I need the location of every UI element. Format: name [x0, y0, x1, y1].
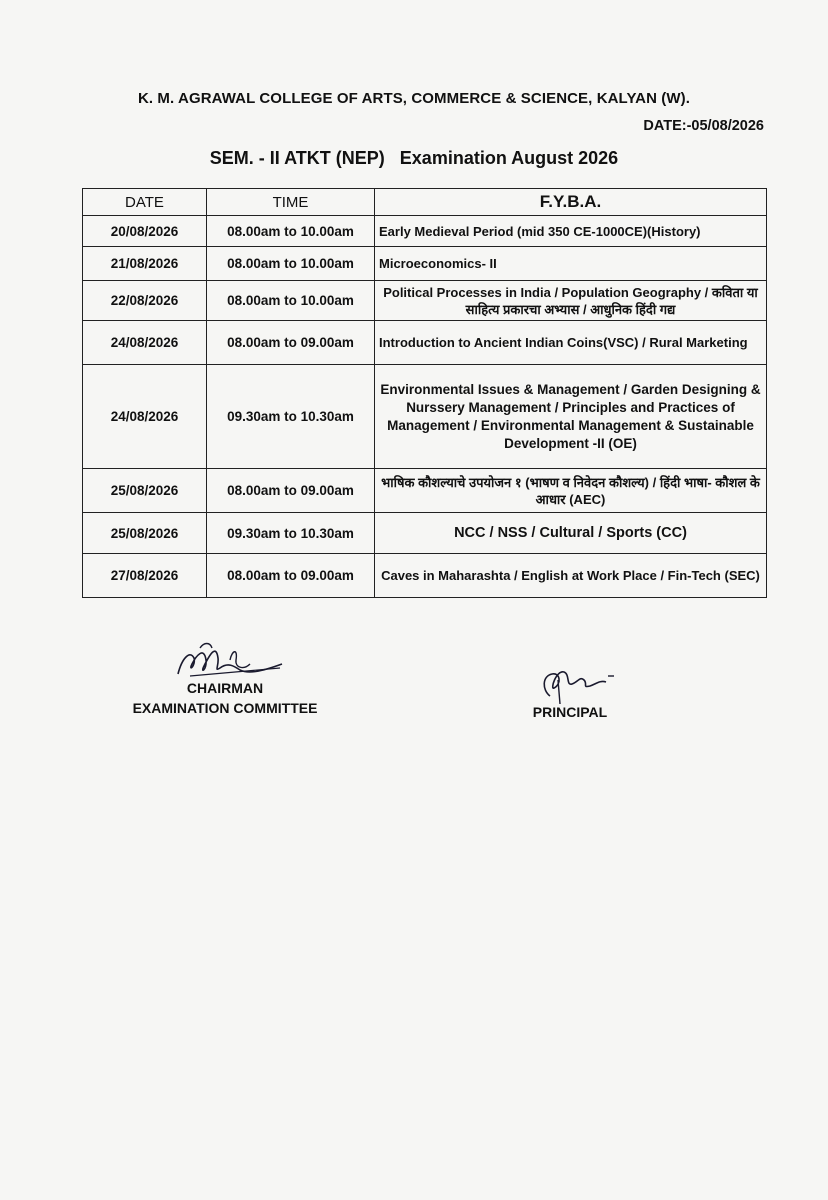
row-date: 24/08/2026 — [83, 321, 207, 365]
row-date: 27/08/2026 — [83, 554, 207, 598]
row-date: 25/08/2026 — [83, 513, 207, 554]
table-row — [83, 216, 767, 247]
row-subject: Microeconomics- II — [375, 247, 767, 281]
row-time: 08.00am to 09.00am — [207, 469, 375, 513]
row-time: 08.00am to 10.00am — [207, 216, 375, 247]
subject-column-header: F.Y.B.A. — [375, 189, 767, 216]
row-subject: Political Processes in India / Population Geography / कविता या साहित्य प्रकारचा अभ्यास / आधुनिक हिंदी गद्य — [375, 281, 767, 321]
row-date: 20/08/2026 — [83, 216, 207, 247]
date-column-header: DATE — [83, 189, 207, 216]
row-subject: भाषिक कौशल्याचे उपयोजन १ (भाषण व निवेदन कौशल्य) / हिंदी भाषा- कौशल के आधार (AEC) — [375, 469, 767, 513]
chairman-signature — [160, 636, 290, 684]
table-header-row — [83, 189, 767, 216]
row-time: 08.00am to 09.00am — [207, 321, 375, 365]
exam-timetable — [82, 188, 767, 598]
committee-title: EXAMINATION COMMITTEE — [132, 700, 318, 716]
table-row — [83, 247, 767, 281]
time-column-header: TIME — [207, 189, 375, 216]
table-row — [83, 365, 767, 469]
row-date: 25/08/2026 — [83, 469, 207, 513]
chairman-signature-block — [110, 636, 340, 718]
row-time: 09.30am to 10.30am — [207, 513, 375, 554]
row-subject: Caves in Maharashta / English at Work Place / Fin-Tech (SEC) — [375, 554, 767, 598]
principal-signature — [520, 660, 620, 704]
college-name: K. M. AGRAWAL COLLEGE OF ARTS, COMMERCE & SCIENCE, KALYAN (W). — [137, 90, 691, 107]
row-subject: Introduction to Ancient Indian Coins(VSC) / Rural Marketing — [375, 321, 767, 365]
row-date: 22/08/2026 — [83, 281, 207, 321]
table-row — [83, 469, 767, 513]
row-time: 09.30am to 10.30am — [207, 365, 375, 469]
row-subject: Early Medieval Period (mid 350 CE-1000CE)(History) — [375, 216, 767, 247]
principal-signature-block — [515, 660, 625, 722]
table-row — [83, 513, 767, 554]
row-subject: NCC / NSS / Cultural / Sports (CC) — [375, 513, 767, 554]
row-date: 21/08/2026 — [83, 247, 207, 281]
row-time: 08.00am to 10.00am — [207, 247, 375, 281]
principal-title: PRINCIPAL — [532, 704, 608, 720]
row-date: 24/08/2026 — [83, 365, 207, 469]
chairman-title: CHAIRMAN — [186, 680, 264, 696]
table-row — [83, 321, 767, 365]
table-row — [83, 554, 767, 598]
row-time: 08.00am to 09.00am — [207, 554, 375, 598]
exam-title: SEM. - II ATKT (NEP) Examination August 2026 — [209, 148, 619, 168]
row-subject: Environmental Issues & Management / Garden Designing & Nurssery Management / Principles and Practices of Management / Environmental Management & Sustainable Development -II (OE) — [375, 365, 767, 469]
table-row — [83, 281, 767, 321]
row-time: 08.00am to 10.00am — [207, 281, 375, 321]
notice-date: DATE:-05/08/2026 — [643, 118, 764, 134]
